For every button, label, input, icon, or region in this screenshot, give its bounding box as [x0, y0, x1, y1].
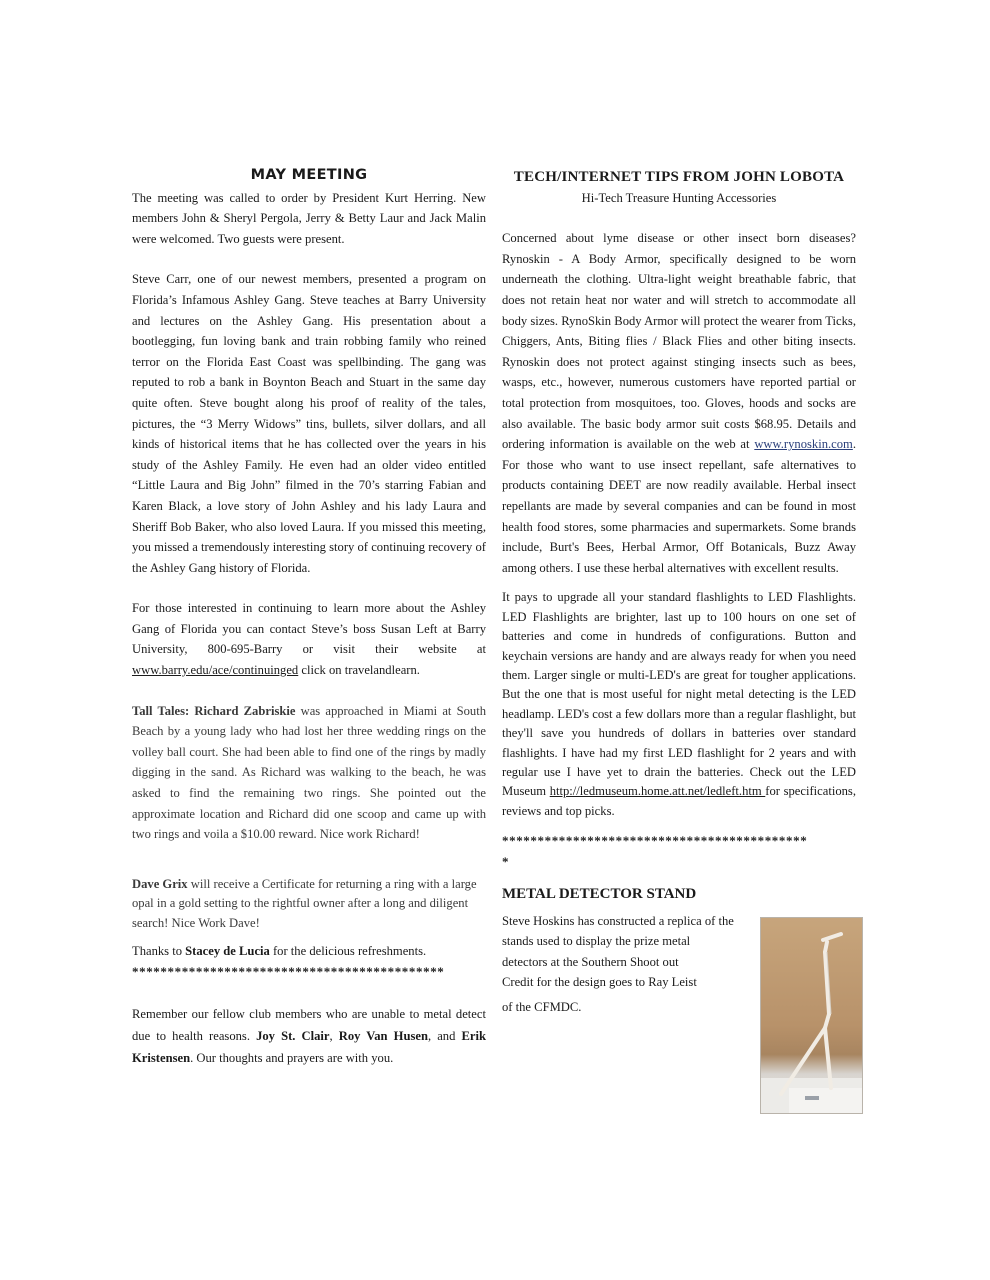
stand-line: Credit for the design goes to Ray Leist: [502, 975, 697, 990]
remember-paragraph: Remember our fellow club members who are unable to metal detect due to health reasons. Joy St. Clair, Roy Van Husen, and Erik Kristensen. Our thoughts and prayers are with you.: [132, 1006, 486, 1065]
star-divider-right: *******************************************: [502, 833, 808, 849]
star-divider: ********************************************: [132, 963, 445, 979]
ashley-gang-paragraph: Steve Carr, one of our newest members, presented a program on Florida’s Infamous Ashley Gang. Steve teaches at Barry University and lectures on the Ashley Gang. His presentation about a bootlegging, fun loving bank and train robbing family who reined terror on the Florida East Coast was spellbinding. The gang was reputed to rob a bank in Boynton Beach and Stuart in the same day quite often. Steve bought along his proof of reality of the tales, pictures, the “3 Merry Widows” tins, bullets, silver dollars, and all kinds of historical items that he has collected over the years in his study of the Ashley Family. He even had an older video entitled “Little Laura and Big John” filmed in the 70’s starring Fabian and Karen Black, a love story of John Ashley and his lady Laura and Sheriff Bob Baker, who also loved Laura. If you missed this meeting, you missed a tremendously interesting story of continuing recovery of the Ashley Gang history of Florida.: [132, 272, 486, 575]
metal-detector-stand-title: METAL DETECTOR STAND: [502, 886, 697, 903]
left-column: [132, 165, 486, 1069]
star-divider-right-tail: *: [502, 853, 510, 869]
tech-tips-title: TECH/INTERNET TIPS FROM JOHN LOBOTA: [513, 169, 845, 185]
led-paragraph: It pays to upgrade all your standard flashlights to LED Flashlights. LED Flashlights are brighter, last up to 100 hours on one set of batteries and come in hundreds of configurations. Button and keychain versions are handy and are always ready for when you need them. Larger single or multi-LED's are great for tougher applications. But the one that is most useful for night metal detecting is the LED headlamp. LED's cost a few dollars more than a regular flashlight, but they'll save you hundreds of dollars in batteries over standard flashlights. I have had my first LED flashlight for 2 years and with regular use I have yet to drain the batteries. Check out the LED Museum http://ledmuseum.home.att.net/ledleft.htm for specifications, reviews and top picks.: [502, 590, 856, 818]
thanks-paragraph: Thanks to Stacey de Lucia for the delicious refreshments.: [132, 944, 427, 959]
tech-tips-subtitle: Hi-Tech Treasure Hunting Accessories: [581, 190, 777, 205]
stand-illustration: [761, 918, 862, 1113]
led-museum-link[interactable]: http://ledmuseum.home.att.net/ledleft.htm: [549, 784, 766, 799]
tall-tales-paragraph: Tall Tales: Richard Zabriskie was approached in Miami at South Beach by a young lady who had lost her three wedding rings on the volley ball court. She had been able to find one of the rings by madly digging in the sand. As Richard was walking to the beach, he was asked to find the remaining two rings. She pointed out the approximate location and Richard did one scoop and came up with two rings and voila a $10.00 reward. Nice work Richard!: [132, 703, 486, 842]
rynoskin-paragraph: Concerned about lyme disease or other insect born diseases? Rynoskin - A Body Armor, specifically designed to be worn underneath the clothing. Ultra-light weight breathable fabric, that does not retain heat nor water and will stretch to accommodate all body sizes. RynoSkin Body Armor will protect the wearer from Ticks, Chiggers, Ants, Biting flies / Black Flies and other biting insects. Rynoskin does not protect against stinging insects such as bees, wasps, etc., however, numerous customers have reported partial or total protection from mosquitoes, too. Gloves, hoods and socks are also available. The basic body armor suit costs $68.95. Details and ordering information is available on the web at www.rynoskin.com. For those who want to use insect repellant, safe alternatives to products containing DEET are now readily available. Herbal insect repellants are made by several companies and can be found in most health food stores, some pharmacies and supermarkets. Some brands include, Burt's Bees, Herbal Armor, Off Botanicals, Buzz Away among others. I use these herbal alternatives with excellent results.: [502, 231, 856, 575]
stand-line: of the CFMDC.: [502, 999, 582, 1014]
contact-paragraph: For those interested in continuing to learn more about the Ashley Gang of Florida you can contact Steve’s boss Susan Left at Barry University, 800-695-Barry or visit their website at www.barry.edu/ace/continuinged click on travelandlearn.: [132, 601, 486, 678]
barry-website-link[interactable]: www.barry.edu/ace/continuinged: [132, 663, 299, 678]
stand-line: stands used to display the prize metal: [502, 934, 691, 949]
may-meeting-title: MAY MEETING: [250, 167, 368, 183]
rynoskin-link[interactable]: www.rynoskin.com: [754, 437, 853, 452]
metal-detector-stand-photo: [760, 917, 863, 1114]
dave-grix-paragraph: Dave Grix will receive a Certificate for returning a ring with a large opal in a gold setting to the rightful owner after a long and diligent search! Nice Work Dave!: [132, 876, 477, 930]
right-column: [502, 165, 856, 1017]
stand-line: detectors at the Southern Shoot out: [502, 954, 679, 969]
meeting-paragraph: The meeting was called to order by President Kurt Herring. New members John & Sheryl Pergola, Jerry & Betty Laur and Jack Malin were welcomed. Two guests were present.: [132, 190, 486, 246]
stand-description: [502, 911, 757, 1018]
stand-line: Steve Hoskins has constructed a replica of the: [502, 913, 734, 928]
